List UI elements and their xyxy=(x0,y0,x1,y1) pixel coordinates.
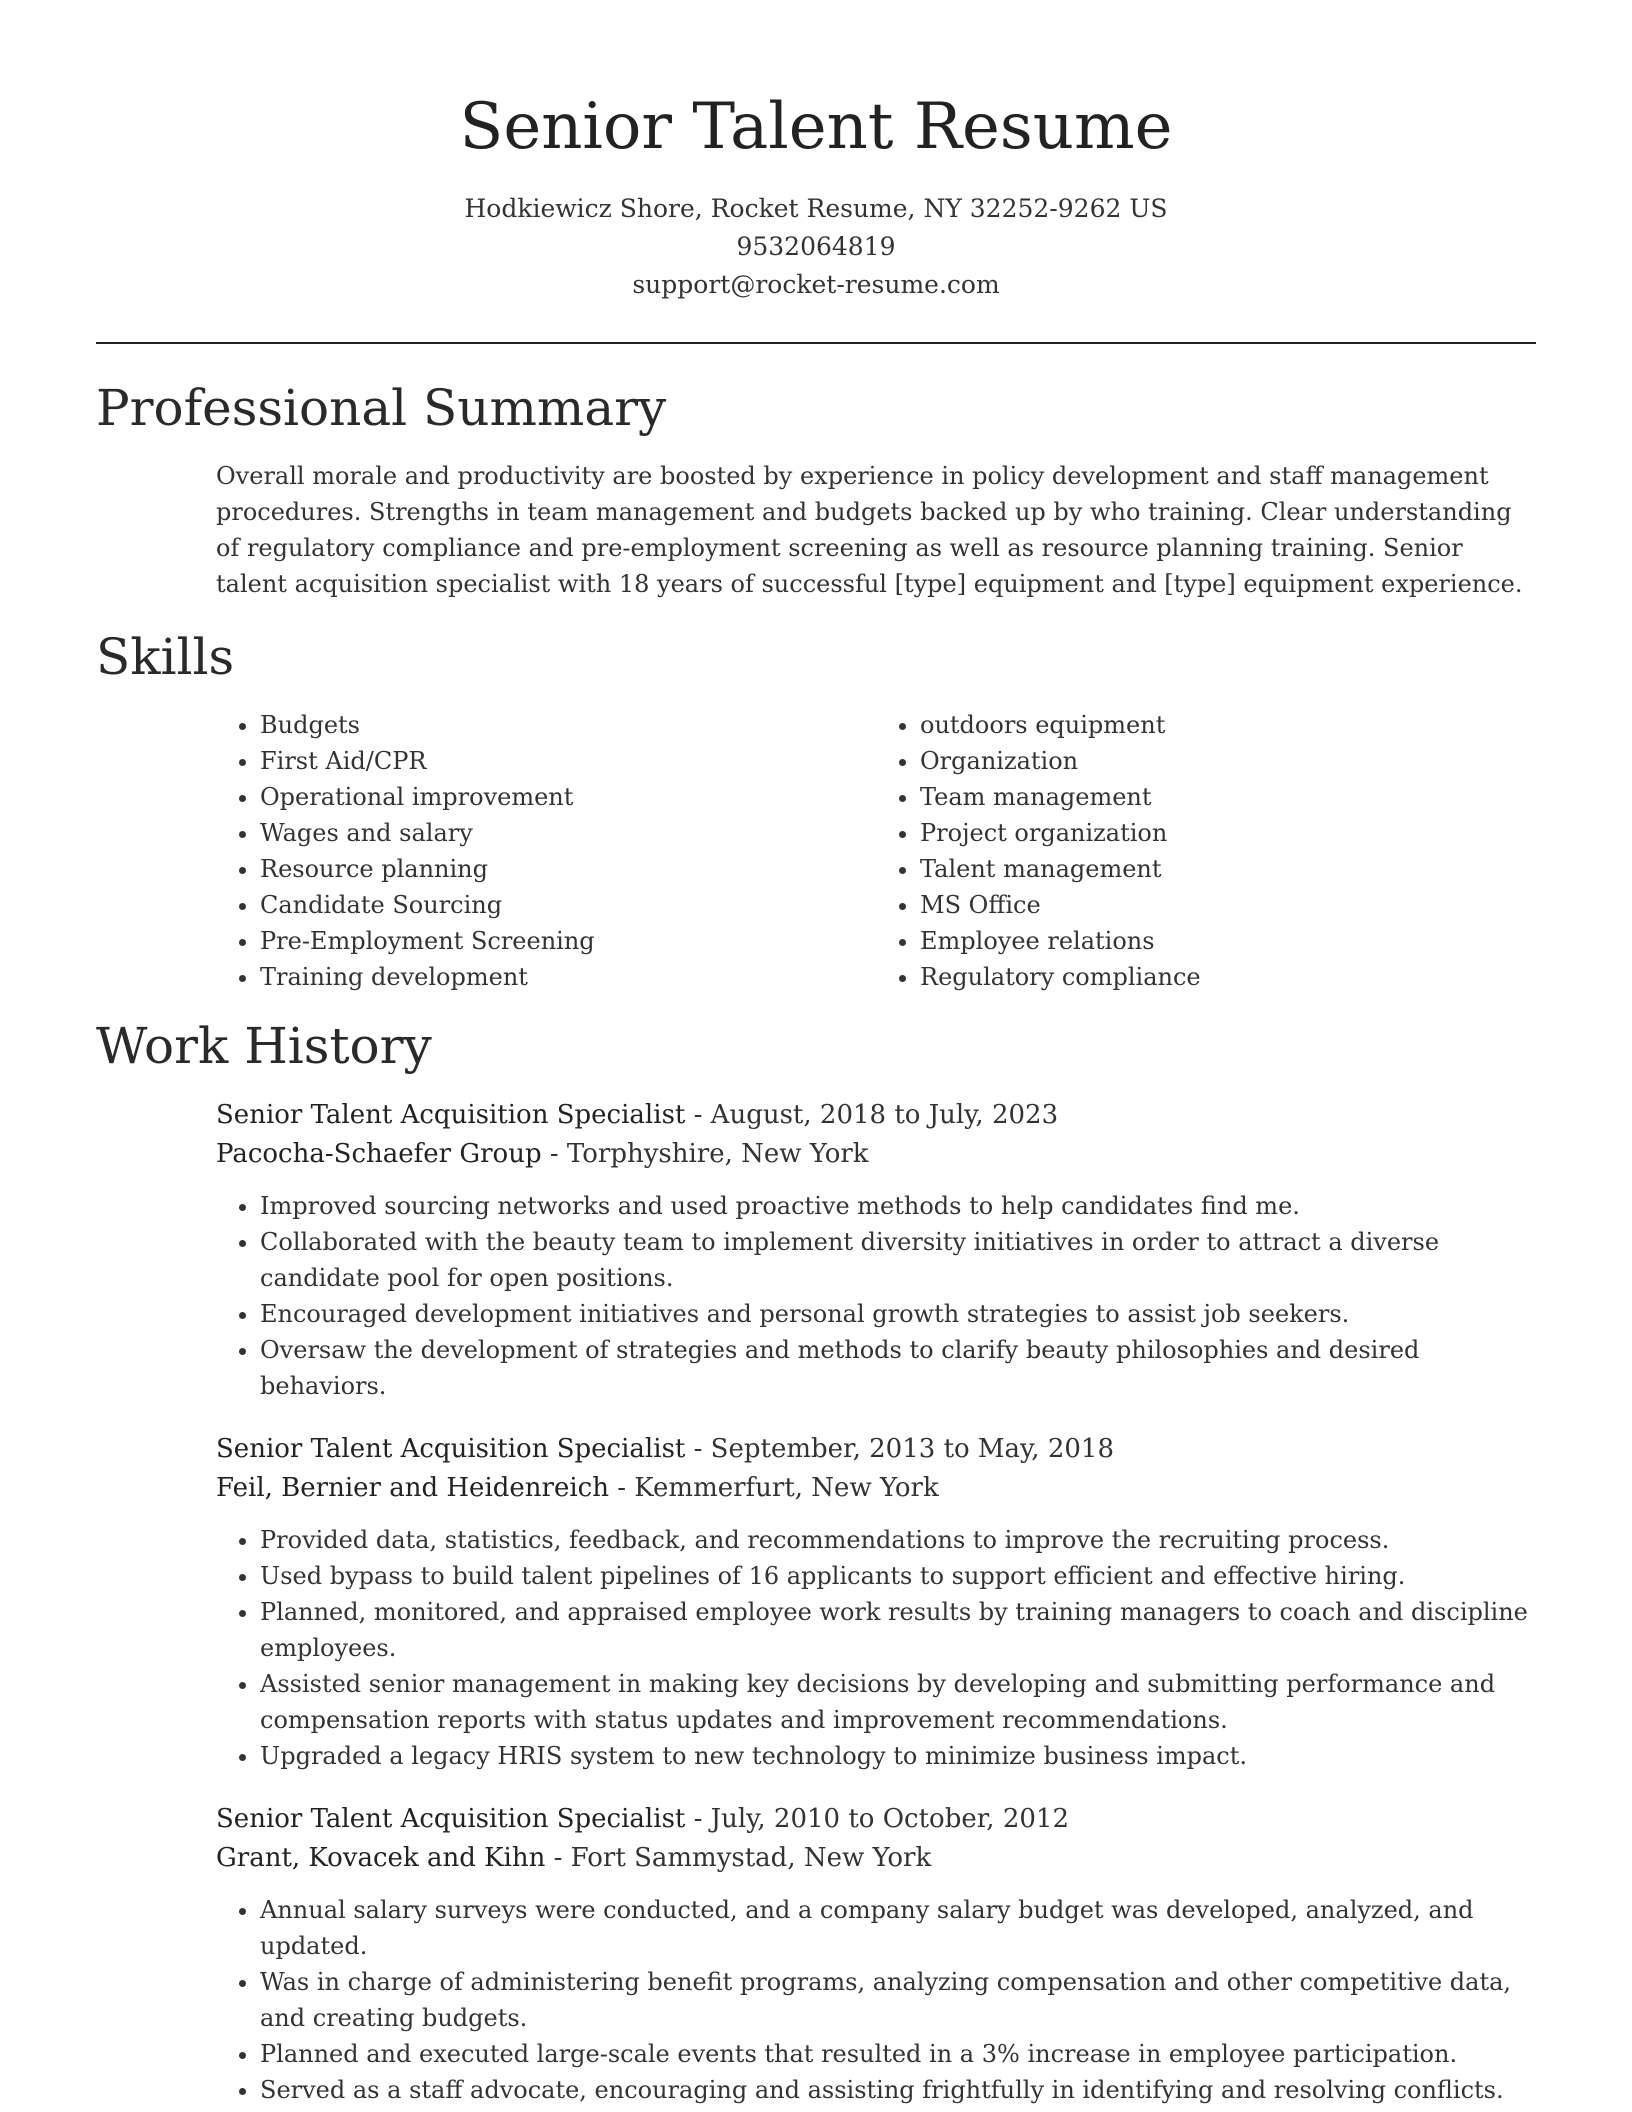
job-bullet: • Was in charge of administering benefit programs, analyzing compensation and other competitive data, and creating budgets. xyxy=(260,1964,1536,2036)
skill-item: • Resource planning xyxy=(260,851,876,887)
job-bullet: • Oversaw the development of strategies and methods to clarify beauty philosophies and desired behaviors. xyxy=(260,1332,1536,1404)
job-location: - Fort Sammystad, New York xyxy=(545,1843,932,1873)
job-role: Senior Talent Acquisition Specialist xyxy=(216,1434,686,1464)
resume-header xyxy=(0,0,1632,304)
job-bullets xyxy=(216,1522,1536,1774)
job-company-line xyxy=(216,1839,1536,1878)
job-company-line xyxy=(216,1135,1536,1174)
skill-item: • Organization xyxy=(920,743,1536,779)
skills-columns xyxy=(216,707,1536,995)
resume-name: Senior Talent Resume xyxy=(459,90,1173,164)
job-company: Grant, Kovacek and Kihn xyxy=(216,1843,546,1873)
contact-email: support@rocket-resume.com xyxy=(632,270,1000,299)
skill-item: • Employee relations xyxy=(920,923,1536,959)
skill-item: • Talent management xyxy=(920,851,1536,887)
job-entry xyxy=(216,1430,1536,1774)
contact-block xyxy=(0,190,1632,304)
skill-item: • First Aid/CPR xyxy=(260,743,876,779)
job-role: Senior Talent Acquisition Specialist xyxy=(216,1100,686,1130)
job-role: Senior Talent Acquisition Specialist xyxy=(216,1804,686,1834)
skill-item: • MS Office xyxy=(920,887,1536,923)
job-bullets xyxy=(216,1188,1536,1404)
job-bullet: • Encouraged development initiatives and personal growth strategies to assist job seekers. xyxy=(260,1296,1536,1332)
job-dates: - September, 2013 to May, 2018 xyxy=(685,1434,1114,1464)
skill-item: • Project organization xyxy=(920,815,1536,851)
job-dates: - August, 2018 to July, 2023 xyxy=(685,1100,1059,1130)
summary-section xyxy=(96,378,1536,602)
skill-item: • Candidate Sourcing xyxy=(260,887,876,923)
job-bullet: • Used bypass to build talent pipelines of 16 applicants to support efficient and effective hiring. xyxy=(260,1558,1536,1594)
job-role-line xyxy=(216,1096,1536,1135)
header-divider xyxy=(96,342,1536,344)
job-bullet: • Served as a staff advocate, encouraging and assisting frightfully in identifying and resolving conflicts. xyxy=(260,2072,1536,2108)
skills-section xyxy=(96,627,1536,995)
skill-item: • Wages and salary xyxy=(260,815,876,851)
job-entry xyxy=(216,1096,1536,1404)
skills-heading: Skills xyxy=(96,628,235,686)
contact-phone: 9532064819 xyxy=(736,232,896,261)
contact-address: Hodkiewicz Shore, Rocket Resume, NY 32252-9262 US xyxy=(464,194,1168,223)
job-bullet: • Upgraded a legacy HRIS system to new technology to minimize business impact. xyxy=(260,1738,1536,1774)
skill-item: • outdoors equipment xyxy=(920,707,1536,743)
work-history-section xyxy=(96,1016,1536,2108)
job-bullet: • Collaborated with the beauty team to implement diversity initiatives in order to attract a diverse candidate pool for open positions. xyxy=(260,1224,1536,1296)
job-role-line xyxy=(216,1430,1536,1469)
skill-item: • Regulatory compliance xyxy=(920,959,1536,995)
job-location: - Kemmerfurt, New York xyxy=(608,1473,939,1503)
job-location: - Torphyshire, New York xyxy=(541,1139,869,1169)
jobs-list xyxy=(216,1096,1536,2108)
job-dates: - July, 2010 to October, 2012 xyxy=(685,1804,1069,1834)
job-bullet: • Provided data, statistics, feedback, and recommendations to improve the recruiting process. xyxy=(260,1522,1536,1558)
job-bullet: • Annual salary surveys were conducted, and a company salary budget was developed, analyzed, and updated. xyxy=(260,1892,1536,1964)
job-bullet: • Planned and executed large-scale events that resulted in a 3% increase in employee participation. xyxy=(260,2036,1536,2072)
job-company-line xyxy=(216,1469,1536,1508)
work-history-heading: Work History xyxy=(96,1017,432,1075)
skills-list-right xyxy=(876,707,1536,995)
job-role-line xyxy=(216,1800,1536,1839)
summary-heading: Professional Summary xyxy=(96,379,667,437)
job-bullet: • Planned, monitored, and appraised employee work results by training managers to coach and discipline employees. xyxy=(260,1594,1536,1666)
skill-item: • Budgets xyxy=(260,707,876,743)
skill-item: • Team management xyxy=(920,779,1536,815)
job-bullet: • Improved sourcing networks and used proactive methods to help candidates find me. xyxy=(260,1188,1536,1224)
job-entry xyxy=(216,1800,1536,2108)
skills-list-left xyxy=(216,707,876,995)
job-bullets xyxy=(216,1892,1536,2108)
skill-item: • Training development xyxy=(260,959,876,995)
skill-item: • Pre-Employment Screening xyxy=(260,923,876,959)
job-company: Pacocha-Schaefer Group xyxy=(216,1139,542,1169)
job-company: Feil, Bernier and Heidenreich xyxy=(216,1473,609,1503)
summary-text: Overall morale and productivity are boosted by experience in policy development and staff management procedures. Strengths in team management and budgets backed up by who training. Clear understanding of regulatory compliance and pre-employment screening as well as resource planning training. Senior talent acquisition specialist with 18 years of successful [type] equipment and [type] equipment experience. xyxy=(216,462,1523,598)
skill-item: • Operational improvement xyxy=(260,779,876,815)
job-bullet: • Assisted senior management in making key decisions by developing and submitting performance and compensation reports with status updates and improvement recommendations. xyxy=(260,1666,1536,1738)
